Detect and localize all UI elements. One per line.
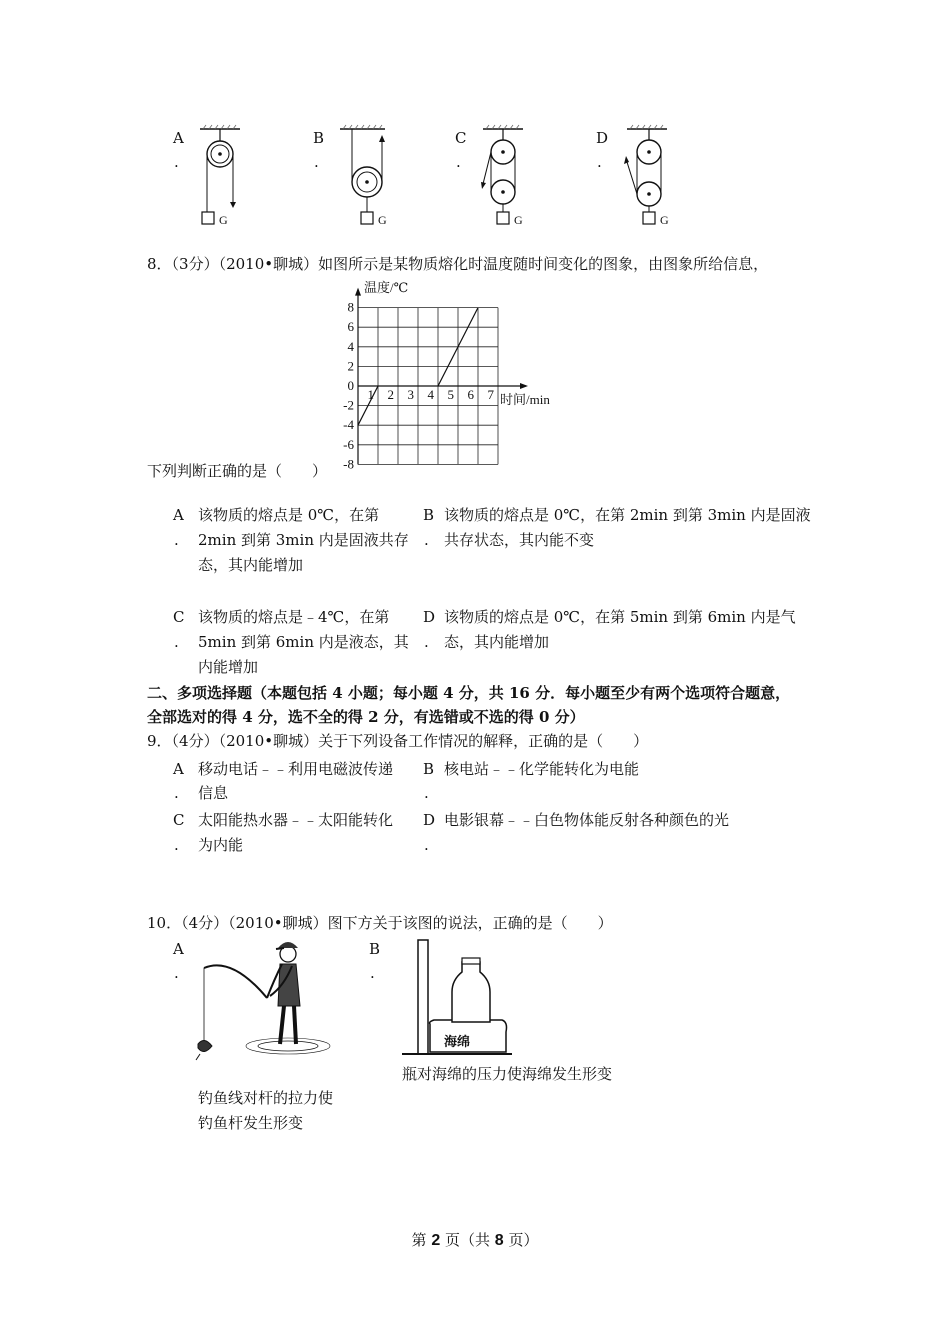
q8-option-a-dot: . bbox=[174, 531, 179, 549]
y-axis-arrow bbox=[355, 288, 361, 296]
q9-option-c-line2: 为内能 bbox=[198, 836, 244, 854]
q8-option-a-line1: 该物质的熔点是 0℃，在第 bbox=[198, 506, 380, 524]
q8-option-b-dot: . bbox=[424, 531, 429, 549]
q8-option-d-dot: . bbox=[424, 633, 429, 651]
x-tick-label: 2 bbox=[387, 387, 394, 402]
q10-option-a-dot: . bbox=[174, 964, 179, 982]
y-tick-label: -4 bbox=[343, 417, 354, 433]
q8-option-d-line1: 该物质的熔点是 0℃，在第 5min 到第 6min 内是气 bbox=[444, 608, 796, 626]
q7-option-a-dot: . bbox=[174, 153, 179, 171]
x-tick-label: 4 bbox=[427, 387, 434, 402]
fishing-figure bbox=[192, 936, 332, 1066]
q9-option-d-dot: . bbox=[424, 836, 429, 854]
y-tick-label: -2 bbox=[343, 397, 354, 413]
q8-stem-tail: 下列判断正确的是（ ） bbox=[147, 462, 328, 480]
q9-option-d-line1: 电影银幕﹣﹣白色物体能反射各种颜色的光 bbox=[444, 811, 730, 829]
q7-option-c-dot: . bbox=[456, 153, 461, 171]
bottle-sponge-figure bbox=[402, 936, 532, 1060]
section2-heading-line2: 全部选对的得 4 分，选不全的得 2 分，有选错或不选的得 0 分） bbox=[147, 708, 585, 726]
q10-stem: 10．（4分）（2010•聊城）图下方关于该图的说法，正确的是（ ） bbox=[147, 914, 613, 932]
x-tick-label: 1 bbox=[367, 387, 374, 402]
q8-stem: 8．（3分）（2010•聊城）如图所示是某物质熔化时温度随时间变化的图象，由图象所给信息， bbox=[147, 255, 769, 273]
q8-option-a-letter: A bbox=[173, 506, 184, 524]
q8-option-b-letter: B bbox=[423, 506, 435, 524]
q9-option-a-line2: 信息 bbox=[198, 784, 229, 802]
q10-option-a-caption1: 钓鱼线对杆的拉力使 bbox=[198, 1089, 334, 1107]
q7-option-c-letter: C bbox=[455, 129, 467, 147]
x-tick-label: 6 bbox=[467, 387, 474, 402]
y-tick-label: 2 bbox=[347, 358, 354, 374]
footer-post: 页） bbox=[503, 1231, 539, 1249]
q10-option-b-caption: 瓶对海绵的压力使海绵发生形变 bbox=[402, 1065, 613, 1083]
weight-label: G bbox=[219, 213, 228, 227]
pulley-figure-a bbox=[195, 122, 255, 234]
q9-option-a-letter: A bbox=[173, 760, 184, 778]
q10-option-b-letter: B bbox=[369, 940, 381, 958]
q8-option-b-line2: 共存状态，其内能不变 bbox=[444, 531, 595, 549]
q7-option-d-dot: . bbox=[597, 153, 602, 171]
footer-total-pages: 8 bbox=[494, 1232, 504, 1249]
q9-stem: 9．（4分）（2010•聊城）关于下列设备工作情况的解释，正确的是（ ） bbox=[147, 732, 649, 750]
y-tick-label: -6 bbox=[343, 436, 354, 452]
q8-option-a-line2: 2min 到第 3min 内是固液共存 bbox=[198, 531, 409, 549]
y-tick-label: -8 bbox=[343, 456, 354, 470]
y-tick-label: 4 bbox=[347, 338, 354, 354]
footer-mid: 页（共 bbox=[440, 1231, 495, 1249]
q8-option-a-line3: 态，其内能增加 bbox=[198, 556, 304, 574]
page-footer bbox=[0, 1230, 950, 1251]
q9-option-c-dot: . bbox=[174, 836, 179, 854]
footer-page-number: 2 bbox=[431, 1232, 441, 1249]
q9-option-a-line1: 移动电话﹣﹣利用电磁波传递 bbox=[198, 760, 394, 778]
x-tick-label: 7 bbox=[487, 387, 494, 402]
chart-axes bbox=[355, 288, 528, 465]
q10-option-a-letter: A bbox=[173, 940, 184, 958]
q8-option-c-dot: . bbox=[174, 633, 179, 651]
y-tick-label: 0 bbox=[347, 378, 354, 393]
q8-option-b-line1: 该物质的熔点是 0℃，在第 2min 到第 3min 内是固液 bbox=[444, 506, 811, 524]
q9-option-a-dot: . bbox=[174, 784, 179, 802]
q7-option-b-dot: . bbox=[314, 153, 319, 171]
y-tick-label: 8 bbox=[347, 299, 354, 315]
weight-label: G bbox=[378, 213, 387, 227]
q10-option-a-caption2: 钓鱼杆发生形变 bbox=[198, 1114, 304, 1132]
pulley-figure-d bbox=[617, 122, 677, 234]
q7-option-a-letter: A bbox=[173, 129, 184, 147]
chart-x-axis-label: 时间/min bbox=[500, 392, 550, 407]
pulley-figure-b bbox=[335, 122, 395, 234]
chart-y-axis-label: 温度/℃ bbox=[364, 280, 409, 295]
x-tick-label: 5 bbox=[447, 387, 454, 402]
sponge-label: 海绵 bbox=[444, 1034, 471, 1049]
q9-option-d-letter: D bbox=[423, 811, 436, 829]
q9-option-c-letter: C bbox=[173, 811, 185, 829]
pulley-figure-c bbox=[478, 122, 538, 234]
weight-label: G bbox=[660, 213, 669, 227]
q7-option-b-letter: B bbox=[313, 129, 325, 147]
q8-option-c-line2: 5min 到第 6min 内是液态，其 bbox=[198, 633, 409, 651]
section2-heading-line1: 二、多项选择题（本题包括 4 小题；每小题 4 分，共 16 分．每小题至少有两个选项符合题意， bbox=[147, 684, 791, 702]
weight-label: G bbox=[514, 213, 523, 227]
q9-option-b-letter: B bbox=[423, 760, 435, 778]
q9-option-b-line1: 核电站﹣﹣化学能转化为电能 bbox=[444, 760, 640, 778]
q9-option-c-line1: 太阳能热水器﹣﹣太阳能转化 bbox=[198, 811, 394, 829]
q7-option-d-letter: D bbox=[596, 129, 609, 147]
footer-pre: 第 bbox=[411, 1231, 432, 1249]
x-tick-label: 3 bbox=[407, 387, 414, 402]
q8-option-d-line2: 态，其内能增加 bbox=[444, 633, 550, 651]
x-axis-arrow bbox=[520, 383, 528, 389]
y-tick-label: 6 bbox=[347, 319, 354, 335]
temperature-time-chart bbox=[330, 276, 570, 470]
q10-option-b-dot: . bbox=[370, 964, 375, 982]
q8-option-d-letter: D bbox=[423, 608, 436, 626]
q9-option-b-dot: . bbox=[424, 784, 429, 802]
q8-option-c-letter: C bbox=[173, 608, 185, 626]
q8-option-c-line1: 该物质的熔点是﹣4℃，在第 bbox=[198, 608, 390, 626]
q8-option-c-line3: 内能增加 bbox=[198, 658, 259, 676]
